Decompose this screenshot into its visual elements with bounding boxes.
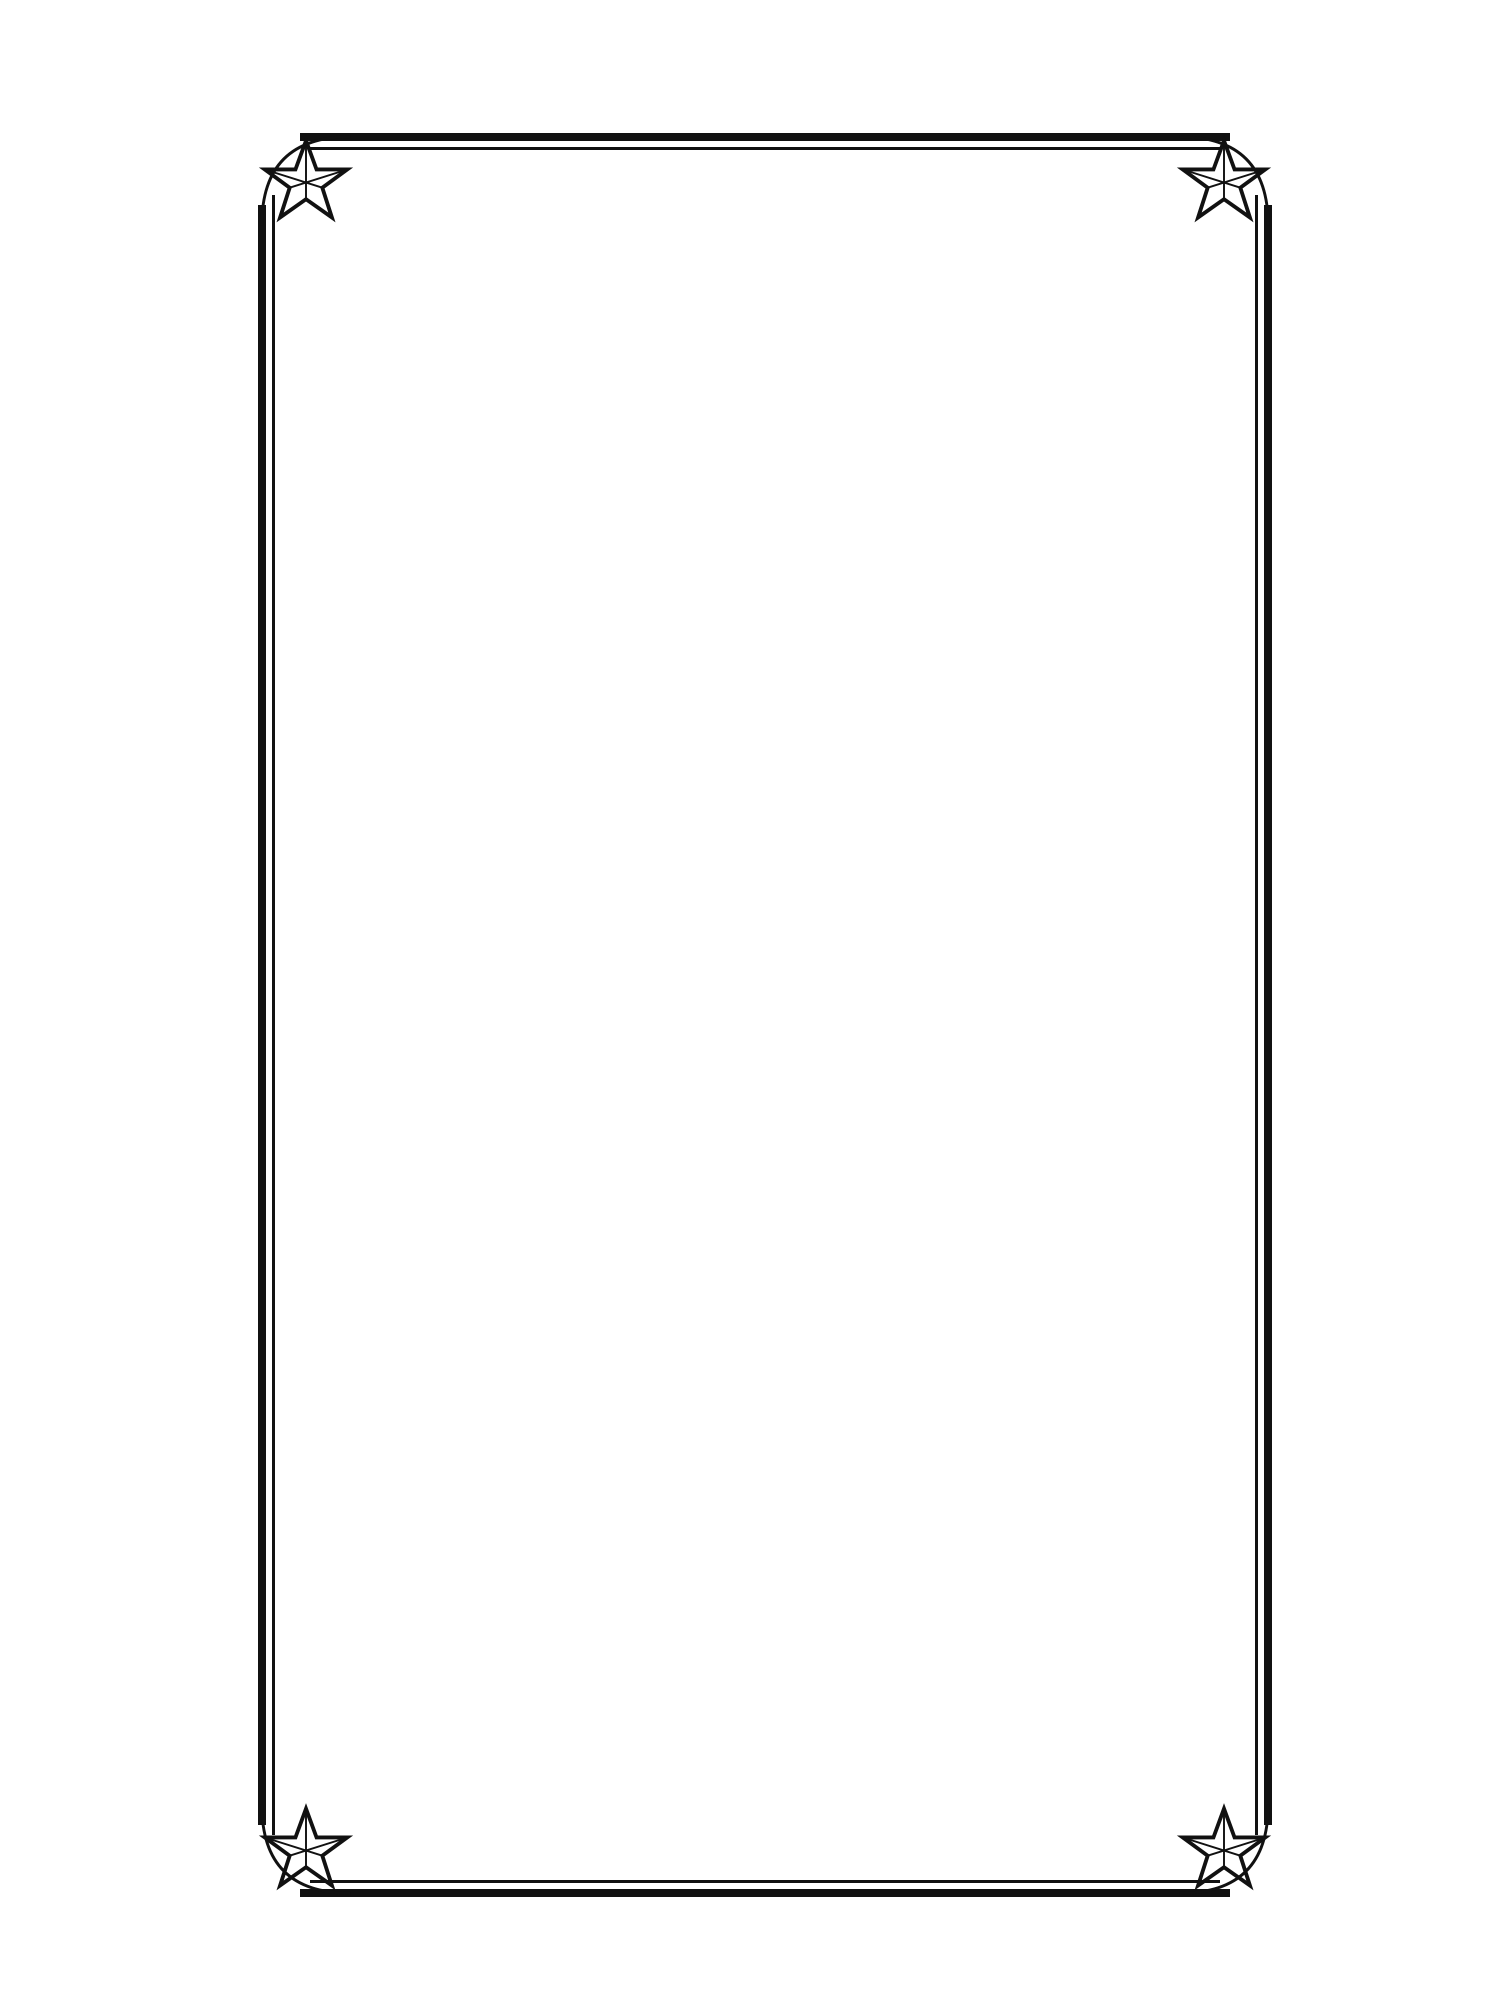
rule-right-inner <box>1255 195 1258 1835</box>
corner-star-icon <box>254 129 358 233</box>
rule-bottom-inner <box>310 1880 1220 1883</box>
border-pattern-top <box>210 85 1320 121</box>
rule-right-outer <box>1264 205 1272 1825</box>
border-pattern-bottom <box>210 1909 1320 1945</box>
rule-left-outer <box>258 205 266 1825</box>
border-pattern-left <box>210 121 246 1909</box>
border-pattern-right <box>1284 121 1320 1909</box>
rule-top-inner <box>310 147 1220 150</box>
corner-star-icon <box>254 1797 358 1901</box>
page-border <box>210 85 1320 1945</box>
rule-left-inner <box>272 195 275 1835</box>
corner-star-icon <box>1172 129 1276 233</box>
corner-star-icon <box>1172 1797 1276 1901</box>
rule-top-outer <box>300 133 1230 141</box>
star-ornament-icon <box>730 1475 790 1535</box>
rule-bottom-outer <box>300 1889 1230 1897</box>
